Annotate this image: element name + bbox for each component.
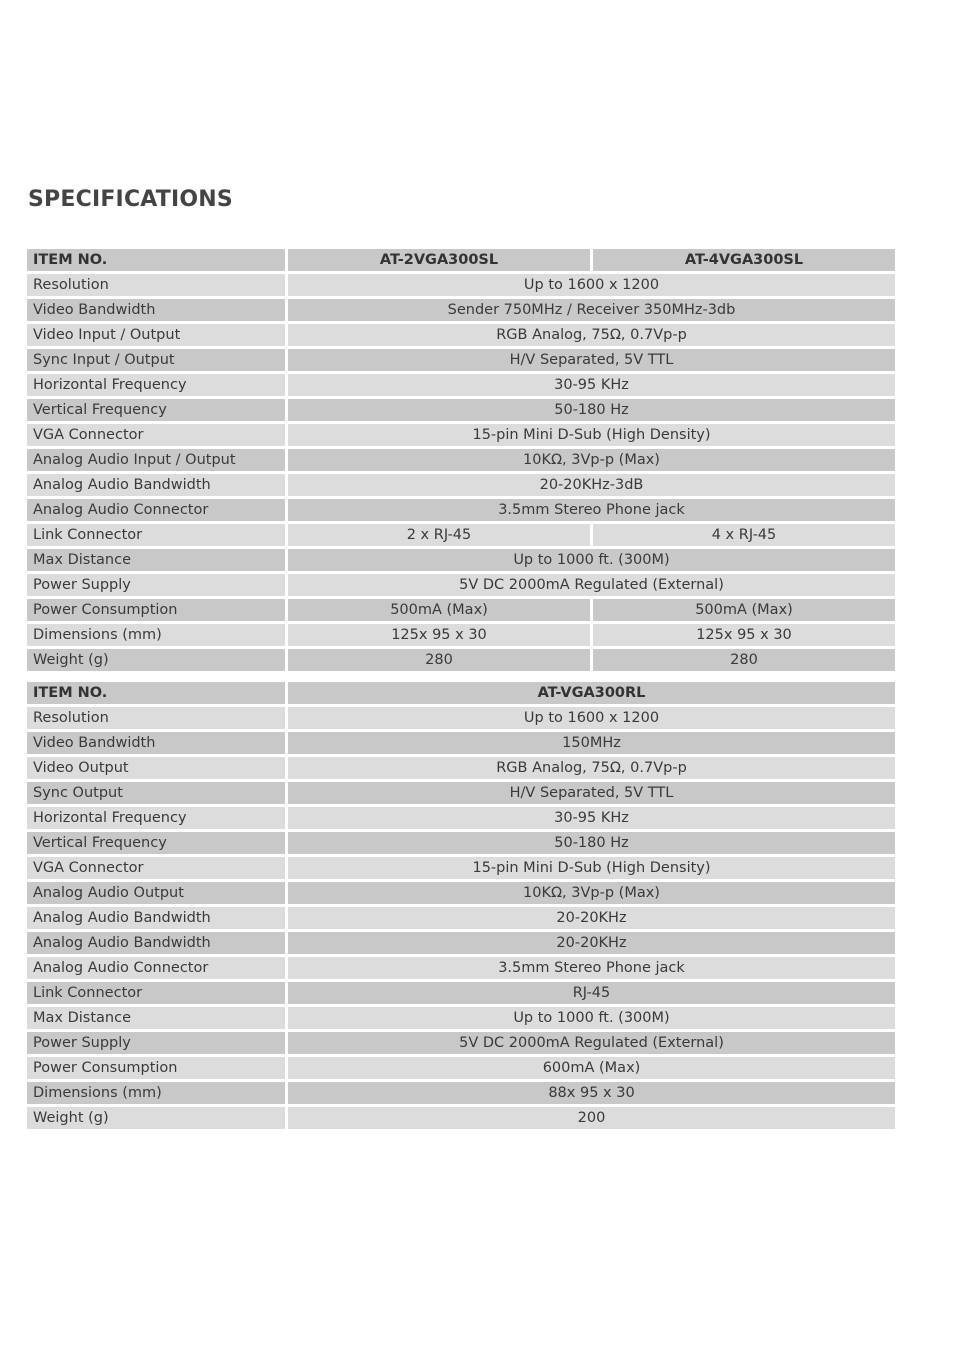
table-row <box>27 757 895 779</box>
table-row <box>27 349 895 371</box>
header-model: AT-VGA300RL <box>285 682 895 704</box>
spec-label: Analog Audio Output <box>27 882 285 904</box>
spec-value: 50-180 Hz <box>285 832 895 854</box>
header-model: AT-2VGA300SL <box>285 249 590 271</box>
table-row <box>27 324 895 346</box>
page-title: SPECIFICATIONS <box>28 187 233 212</box>
spec-value: 5V DC 2000mA Regulated (External) <box>285 1032 895 1054</box>
spec-label: Analog Audio Bandwidth <box>27 474 285 496</box>
spec-value: 500mA (Max) <box>590 599 895 621</box>
spec-value: H/V Separated, 5V TTL <box>285 782 895 804</box>
spec-label: Power Supply <box>27 1032 285 1054</box>
spec-label: Resolution <box>27 707 285 729</box>
spec-label: Weight (g) <box>27 1107 285 1129</box>
spec-label: Video Bandwidth <box>27 299 285 321</box>
spec-value: 20-20KHz-3dB <box>285 474 895 496</box>
spec-value: 280 <box>590 649 895 671</box>
table-row <box>27 1057 895 1079</box>
spec-label: Max Distance <box>27 1007 285 1029</box>
table-row <box>27 549 895 571</box>
spec-value: 150MHz <box>285 732 895 754</box>
spec-value: Up to 1000 ft. (300M) <box>285 549 895 571</box>
spec-label: Sync Input / Output <box>27 349 285 371</box>
table-row <box>27 907 895 929</box>
spec-value: 200 <box>285 1107 895 1129</box>
spec-value: 280 <box>285 649 590 671</box>
spec-label: Weight (g) <box>27 649 285 671</box>
header-model: AT-4VGA300SL <box>590 249 895 271</box>
spec-label: Sync Output <box>27 782 285 804</box>
table-row <box>27 1107 895 1129</box>
spec-value: 10KΩ, 3Vp-p (Max) <box>285 882 895 904</box>
spec-value: 125x 95 x 30 <box>285 624 590 646</box>
table-row <box>27 1007 895 1029</box>
table-row <box>27 599 895 621</box>
table-row <box>27 882 895 904</box>
spec-label: Power Supply <box>27 574 285 596</box>
table-row <box>27 807 895 829</box>
spec-label: Link Connector <box>27 982 285 1004</box>
spec-label: Vertical Frequency <box>27 832 285 854</box>
spec-value: 20-20KHz <box>285 907 895 929</box>
table-row <box>27 832 895 854</box>
spec-value: 20-20KHz <box>285 932 895 954</box>
spec-value: 5V DC 2000mA Regulated (External) <box>285 574 895 596</box>
table-row <box>27 449 895 471</box>
table-row <box>27 574 895 596</box>
spec-label: Analog Audio Bandwidth <box>27 932 285 954</box>
table-row <box>27 957 895 979</box>
table-row <box>27 1032 895 1054</box>
spec-value: Up to 1000 ft. (300M) <box>285 1007 895 1029</box>
table-row <box>27 982 895 1004</box>
spec-label: Resolution <box>27 274 285 296</box>
spec-label: Horizontal Frequency <box>27 374 285 396</box>
spec-label: VGA Connector <box>27 857 285 879</box>
spec-label: Video Output <box>27 757 285 779</box>
spec-label: Link Connector <box>27 524 285 546</box>
table-row <box>27 424 895 446</box>
spec-value: H/V Separated, 5V TTL <box>285 349 895 371</box>
spec-value: 30-95 KHz <box>285 374 895 396</box>
spec-value: 600mA (Max) <box>285 1057 895 1079</box>
spec-label: Analog Audio Bandwidth <box>27 907 285 929</box>
spec-value: RGB Analog, 75Ω, 0.7Vp-p <box>285 757 895 779</box>
table-row <box>27 299 895 321</box>
spec-label: Dimensions (mm) <box>27 1082 285 1104</box>
spec-value: Sender 750MHz / Receiver 350MHz-3db <box>285 299 895 321</box>
table-row <box>27 707 895 729</box>
spec-table-sender <box>27 246 895 674</box>
table-row <box>27 524 895 546</box>
spec-label: Horizontal Frequency <box>27 807 285 829</box>
spec-label: Analog Audio Connector <box>27 499 285 521</box>
spec-label: Analog Audio Input / Output <box>27 449 285 471</box>
spec-value: 88x 95 x 30 <box>285 1082 895 1104</box>
header-item-no: ITEM NO. <box>27 249 285 271</box>
table-row <box>27 649 895 671</box>
spec-label: VGA Connector <box>27 424 285 446</box>
spec-value: 10KΩ, 3Vp-p (Max) <box>285 449 895 471</box>
spec-label: Power Consumption <box>27 1057 285 1079</box>
table-row <box>27 782 895 804</box>
spec-label: Dimensions (mm) <box>27 624 285 646</box>
spec-value: 2 x RJ-45 <box>285 524 590 546</box>
spec-label: Video Bandwidth <box>27 732 285 754</box>
spec-value: RGB Analog, 75Ω, 0.7Vp-p <box>285 324 895 346</box>
table-row <box>27 857 895 879</box>
table-row <box>27 374 895 396</box>
header-item-no: ITEM NO. <box>27 682 285 704</box>
table-row <box>27 474 895 496</box>
spec-value: 15-pin Mini D-Sub (High Density) <box>285 857 895 879</box>
table-row <box>27 274 895 296</box>
spec-label: Power Consumption <box>27 599 285 621</box>
spec-value: 50-180 Hz <box>285 399 895 421</box>
table-row <box>27 624 895 646</box>
table-row <box>27 499 895 521</box>
spec-label: Analog Audio Connector <box>27 957 285 979</box>
spec-label: Max Distance <box>27 549 285 571</box>
spec-value: 30-95 KHz <box>285 807 895 829</box>
spec-value: 4 x RJ-45 <box>590 524 895 546</box>
table-row <box>27 932 895 954</box>
spec-value: Up to 1600 x 1200 <box>285 707 895 729</box>
table-header-row <box>27 682 895 704</box>
spec-value: 500mA (Max) <box>285 599 590 621</box>
table-header-row <box>27 249 895 271</box>
spec-value: 15-pin Mini D-Sub (High Density) <box>285 424 895 446</box>
spec-table-receiver <box>27 679 895 1132</box>
spec-label: Video Input / Output <box>27 324 285 346</box>
table-row <box>27 1082 895 1104</box>
spec-value: 3.5mm Stereo Phone jack <box>285 499 895 521</box>
table-row <box>27 732 895 754</box>
spec-value: 3.5mm Stereo Phone jack <box>285 957 895 979</box>
table-row <box>27 399 895 421</box>
spec-label: Vertical Frequency <box>27 399 285 421</box>
spec-value: RJ-45 <box>285 982 895 1004</box>
spec-value: 125x 95 x 30 <box>590 624 895 646</box>
spec-value: Up to 1600 x 1200 <box>285 274 895 296</box>
